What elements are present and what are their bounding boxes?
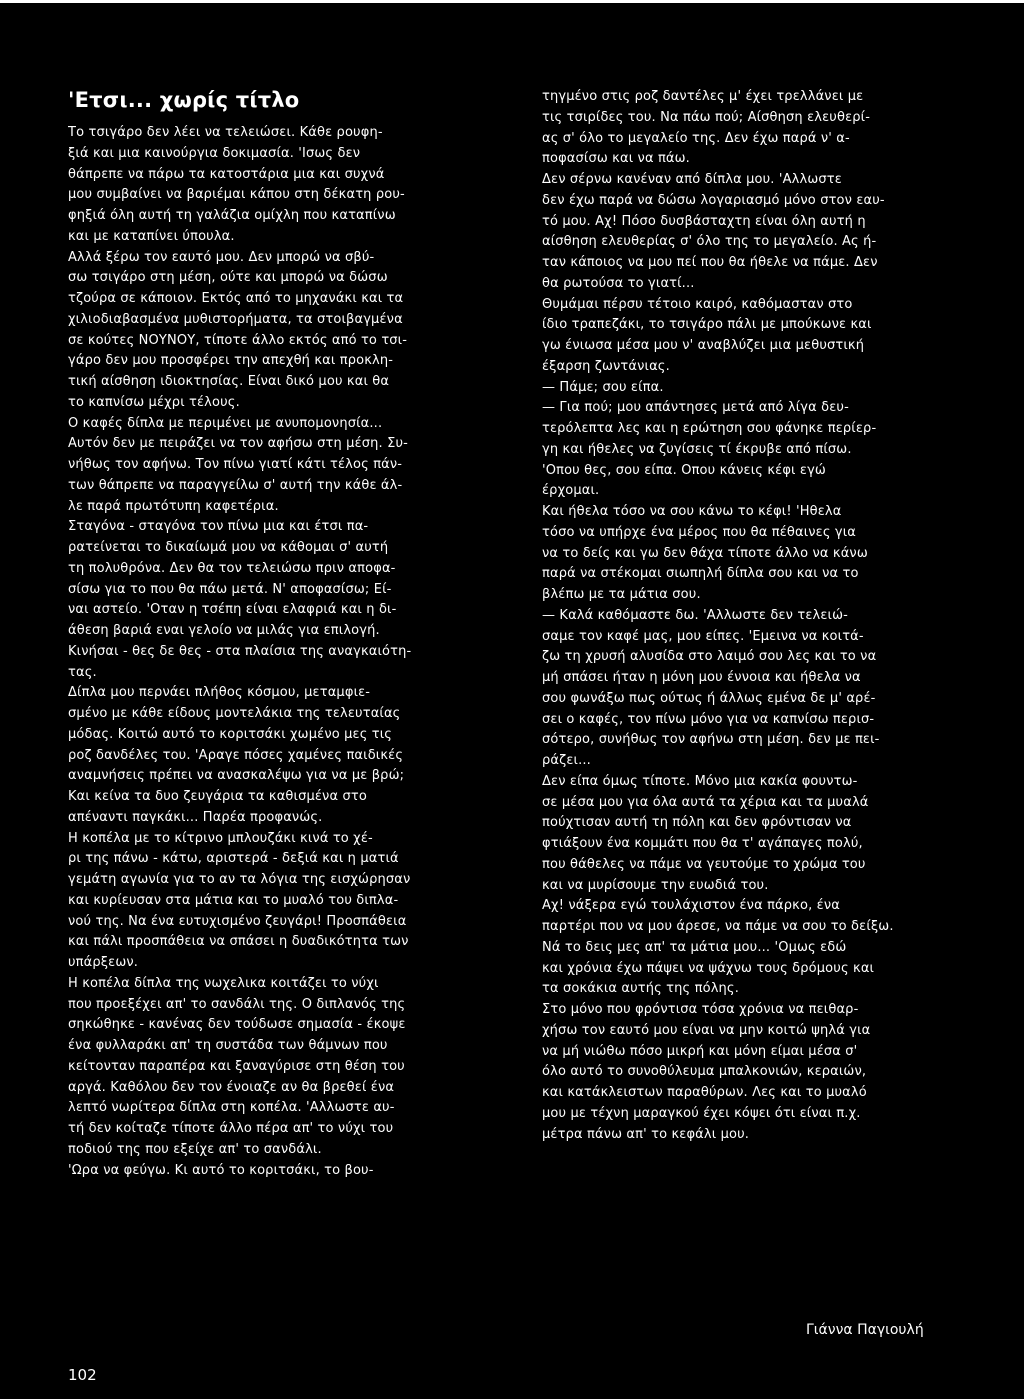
text-line: ποφασίσω και να πάω.	[542, 151, 690, 167]
text-line: τή δεν κοίταζε τίποτε άλλο πέρα απ' το νύχι του	[68, 1121, 394, 1136]
text-line: Νά το δεις μες απ' τα μάτια μου... 'Ομως εδώ	[542, 939, 847, 955]
text-line: φηξιά όλη αυτή τη γαλάζια ομίχλη που καταπίνω	[68, 208, 396, 223]
text-line: άθεση βαριά εναι γελοίο να μιλάς για επιλογή.	[68, 623, 380, 638]
text-line: το καπνίσω μέχρι τέλους.	[68, 394, 240, 410]
text-line: έρχομαι.	[542, 483, 600, 499]
text-line: ράζει...	[542, 753, 591, 768]
text-line: Δεν είπα όμως τίποτε. Μόνο μια κακία φουντω-	[542, 773, 858, 789]
text-line: παρτέρι που να μου άρεσε, να πάμε να σου το δείξω.	[542, 919, 894, 934]
text-line: τας.	[68, 664, 97, 680]
text-line: όλο αυτό το συνοθύλευμα μπαλκονιών, κεραιών,	[542, 1064, 867, 1080]
text-line: τική αίσθηση ιδιοκτησίας. Είναι δικό μου και θα	[68, 374, 390, 389]
text-line: Δεν σέρνω κανέναν από δίπλα μου. 'Αλλωστε	[542, 172, 842, 187]
text-line: ξιά και μια καινούργια δοκιμασία. 'Ισως δεν	[68, 145, 361, 161]
text-line: μου συμβαίνει να βαριέμαι κάπου στη δέκατη ρου-	[68, 187, 405, 203]
text-line: τηγμένο στις ροζ δαντέλες μ' έχει τρελλάνει με	[542, 89, 864, 104]
text-line: τα σοκάκια αυτής της πόλης.	[542, 981, 739, 997]
page-number: 102	[68, 1366, 97, 1384]
text-line: χιλιοδιαβασμένα μυθιστορήματα, τα στοιβαγμένα	[68, 311, 403, 327]
text-line: 'Οπου θες, σου είπα. Οπου κάνεις κέφι εγώ	[542, 462, 826, 478]
text-line: Δίπλα μου περνάει πλήθος κόσμου, μεταμφιε-	[68, 685, 371, 701]
text-line: και κυρίευσαν στα μάτια και το μυαλό του διπλα-	[68, 892, 399, 908]
text-line: βλέπω με τα μάτια σου.	[542, 587, 701, 602]
text-line: Αλλά ξέρω τον εαυτό μου. Δεν μπορώ να σβύ-	[68, 249, 375, 265]
text-line: ροζ δανδέλες του. 'Αραγε πόσες χαμένες παιδικές	[68, 747, 404, 763]
text-line: μέτρα πάνω απ' το κεφάλι μου.	[542, 1126, 750, 1142]
text-line: Θυμάμαι πέρσυ τέτοιο καιρό, καθόμασταν στο	[542, 296, 853, 312]
left-column	[68, 123, 503, 1181]
text-line: κείτονταν παραπέρα και ξαναγύρισε στη θέση του	[68, 1058, 405, 1074]
text-line: Και κείνα τα δυο ζευγάρια τα καθισμένα στο	[68, 789, 367, 804]
text-line: αίσθηση ελευθερίας σ' όλο της το μεγαλείο. Ας ή-	[542, 234, 877, 250]
text-line: και να μυρίσουμε την ευωδιά του.	[542, 877, 769, 893]
text-line: Αυτόν δεν με πειράζει να τον αφήσω στη μέση. Συ-	[68, 436, 408, 452]
text-line: Αχ! νάξερα εγώ τουλάχιστον ένα πάρκο, ένα	[542, 898, 840, 914]
text-line: σε κούτες ΝΟΥΝΟΥ, τίποτε άλλο εκτός από το τσι-	[68, 332, 408, 348]
text-line: και με καταπίνει ύπουλα.	[68, 228, 235, 244]
text-line: ναι αστείο. 'Οταν η τσέπη είναι ελαφριά και η δι-	[68, 602, 397, 618]
text-line: ρι της πάνω - κάτω, αριστερά - δεξιά και η ματιά	[68, 851, 399, 867]
text-line: ας σ' όλο το μεγαλείο της. Δεν έχω παρά ν' α-	[542, 130, 850, 146]
text-line: Η κοπέλα με το κίτρινο μπλουζάκι κινά το χέ-	[68, 830, 373, 846]
text-line: θάπρεπε να πάρω τα κατοστάρια μια και συχνά	[68, 166, 385, 182]
text-line: και χρόνια έχω πάψει να ψάχνω τους δρόμους και	[542, 960, 875, 976]
top-rule	[0, 0, 1024, 3]
text-line: σω τσιγάρο στη μέση, ούτε και μπορώ να δώσω	[68, 270, 388, 286]
text-line: τζούρα σε κάποιον. Εκτός από το μηχανάκι και τα	[68, 291, 404, 306]
text-line: υπάρξεων.	[68, 955, 139, 970]
text-line: γάρο δεν μου προσφέρει την απεχθή και προκλη-	[68, 353, 394, 369]
text-line: σαμε τον καφέ μας, μου είπες. 'Εμεινα να κοιτά-	[542, 628, 864, 644]
text-line: γω ένιωσα μέσα μου ν' αναβλύζει μια μεθυστική	[542, 338, 865, 353]
text-line: δεν έχω παρά να δώσω λογαριασμό μόνο στον εαυ-	[542, 192, 885, 208]
text-line: και πάλι προσπάθεια να σπάσει η δυαδικότητα των	[68, 934, 409, 950]
text-line: σμένο με κάθε είδους μοντελάκια της τελευταίας	[68, 706, 401, 721]
text-line: μόδας. Κοιτώ αυτό το κοριτσάκι χωμένο μες τις	[68, 726, 393, 742]
author-signature: Γιάννα Παγιουλή	[806, 1322, 924, 1338]
text-line: τη πολυθρόνα. Δεν θα τον τελειώσω πριν αποφα-	[68, 560, 396, 576]
text-line: σίσω για το που θα πάω μετά. Ν' αποφασίσω; Εί-	[68, 581, 392, 597]
text-line: σε μέσα μου για όλα αυτά τα χέρια και τα μυαλά	[542, 794, 869, 810]
text-line: Η κοπέλα δίπλα της νωχελικα κοιτάζει το νύχι	[68, 975, 379, 991]
text-line: να το δείς και γω δεν θάχα τίποτε άλλο να κάνω	[542, 545, 868, 561]
text-line: σηκώθηκε - κανένας δεν τούδωσε σημασία - έκοψε	[68, 1017, 406, 1033]
text-line: αργά. Καθόλου δεν τον ένοιαζε αν θα βρεθεί ένα	[68, 1079, 395, 1095]
text-line: πούχτισαν αυτή τη πόλη και δεν φρόντισαν να	[542, 815, 852, 831]
text-line: μή σπάσει ήταν η μόνη μου έννοια και ήθελα να	[542, 670, 861, 685]
text-line: νήθως τον αφήνω. Τον πίνω γιατί κάτι τέλος πάν-	[68, 457, 403, 472]
text-line: Σταγόνα - σταγόνα τον πίνω μια και έτσι πα-	[68, 519, 369, 535]
text-line: αναμνήσεις πρέπει να ανασκαλέψω για να με βρώ;	[68, 768, 405, 784]
text-line: τόσο να υπήρχε ένα μέρος που θα πέθαινες για	[542, 524, 857, 540]
text-line: ταν κάποιος να μου πεί που θα ήθελε να πάμε. Δεν	[542, 255, 878, 270]
text-line: ποδιού της που εξείχε απ' το σανδάλι.	[68, 1141, 322, 1157]
text-line: λεπτό νωρίτερα δίπλα στη κοπέλα. 'Αλλωστε αυ-	[68, 1100, 395, 1116]
article-title: 'Ετσι... χωρίς τίτλο	[68, 88, 300, 112]
text-line: να μή νιώθω πόσο μικρή και μόνη είμαι μέσα σ'	[542, 1043, 858, 1059]
text-line: τις τσιρίδες του. Να πάω πού; Αίσθηση ελευθερί-	[542, 109, 871, 125]
text-line: 'Ωρα να φεύγω. Κι αυτό το κοριτσάκι, το βου-	[68, 1162, 374, 1178]
text-line: Κινήσαι - θες δε θες - στα πλαίσια της αναγκαιότη-	[68, 643, 412, 659]
text-line: έξαρση ζωντάνιας.	[542, 358, 670, 374]
text-line: — Καλά καθόμαστε δω. 'Αλλωστε δεν τελειώ-	[542, 607, 848, 623]
text-line: Το τσιγάρο δεν λέει να τελειώσει. Κάθε ρουφη-	[68, 125, 383, 140]
text-line: που θάθελες να πάμε να γευτούμε το χρώμα του	[542, 856, 866, 872]
text-line: ένα φυλλαράκι απ' τη συστάδα των θάμνων που	[68, 1038, 388, 1053]
text-line: σότερο, συνήθως τον αφήνω στη μέση. δεν με πει-	[542, 732, 880, 748]
text-line: που προεξέχει απ' το σανδάλι της. Ο διπλανός της	[68, 996, 406, 1012]
text-line: ίδιο τραπεζάκι, το τσιγάρο πάλι με μπούκωνε και	[542, 317, 872, 333]
text-line: Στο μόνο που φρόντισα τόσα χρόνια να πειθαρ-	[542, 1002, 859, 1017]
text-line: των θάπρεπε να παραγγείλω σ' αυτή την κάθε άλ-	[68, 477, 403, 493]
text-line: χήσω τον εαυτό μου είναι να μην κοιτώ ψηλά για	[542, 1022, 871, 1038]
text-line: ρατείνεται το δικαίωμά μου να κάθομαι σ' αυτή	[68, 540, 389, 555]
text-line: γη και ήθελες να ζυγίσεις τί έκρυβε από πίσω.	[542, 441, 852, 457]
text-line: νού της. Να ένα ευτυχισμένο ζευγάρι! Προσπάθεια	[68, 913, 407, 929]
text-line: τερόλεπτα λες και η ερώτηση σου φάνηκε περίερ-	[542, 421, 877, 436]
text-line: θα ρωτούσα το γιατί...	[542, 275, 695, 291]
text-line: και κατάκλειστων παραθύρων. Λες και το μυαλό	[542, 1085, 867, 1100]
text-line: — Για πού; μου απάντησες μετά από λίγα δευ-	[542, 400, 849, 416]
text-line: παρά να στέκομαι σιωπηλή δίπλα σου και να το	[542, 566, 859, 582]
text-line: τό μου. Αχ! Πόσο δυσβάσταχτη είναι όλη αυτή η	[542, 213, 866, 229]
text-line: Ο καφές δίπλα με περιμένει με ανυπομονησία...	[68, 415, 383, 431]
text-line: απέναντι παγκάκι... Παρέα προφανώς.	[68, 809, 323, 825]
text-line: φτιάξουν ένα κομμάτι που θα τ' αγάπαγες πολύ,	[542, 836, 863, 851]
text-line: λε παρά πρωτότυπη καφετέρια.	[68, 498, 279, 514]
right-column	[542, 87, 962, 1145]
text-line: — Πάμε; σου είπα.	[542, 379, 664, 395]
text-line: σου φωνάξω πως ούτως ή άλλως εμένα δε μ' αρέ-	[542, 690, 876, 706]
text-line: μου με τέχνη μαραγκού έχει κόψει ότι είναι π.χ.	[542, 1105, 861, 1121]
text-line: ζω τη χρυσή αλυσίδα στο λαιμό σου λες και το να	[542, 649, 877, 665]
text-line: γεμάτη αγωνία για το αν τα λόγια της εισχώρησαν	[68, 872, 411, 887]
text-line: σει ο καφές, τον πίνω μόνο για να καπνίσω περισ-	[542, 711, 875, 727]
text-line: Και ήθελα τόσο να σου κάνω το κέφι! 'Ηθελα	[542, 504, 842, 519]
